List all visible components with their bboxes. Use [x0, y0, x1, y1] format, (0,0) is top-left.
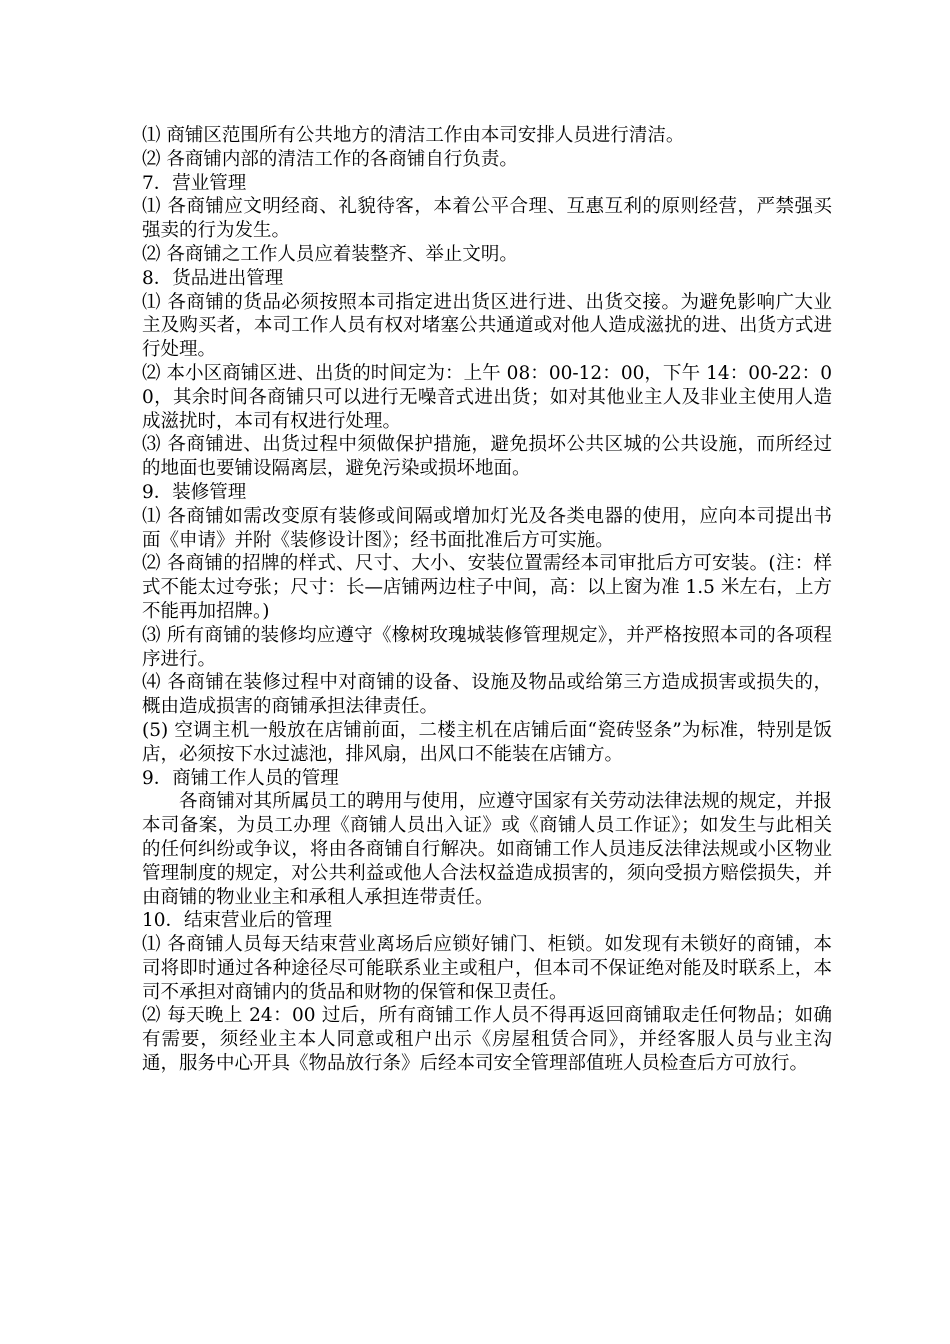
- renovation-item-2: ⑵ 各商铺的招牌的样式、尺寸、大小、安装位置需经本司审批后方可安装。(注：样式不能太过夸张；尺寸：长—店铺两边柱子中间，高：以上窗为准 1.5 米左右，上方不能再加招牌。): [142, 553, 832, 622]
- renovation-item-5: (5) 空调主机一般放在店铺前面，二楼主机在店铺后面“瓷砖竖条”为标准，特别是饭店，必须按下水过滤池，排风扇，出风口不能装在店铺方。: [142, 719, 832, 765]
- document-body: [142, 124, 832, 1076]
- renovation-item-3: ⑶ 所有商铺的装修均应遵守《橡树玫瑰城装修管理规定》，并严格按照本司的各项程序进行。: [142, 624, 832, 670]
- after-hours-item-1: ⑴ 各商铺人员每天结束营业离场后应锁好铺门、柜锁。如发现有未锁好的商铺，本司将即时通过各种途径尽可能联系业主或租户，但本司不保证绝对能及时联系上，本司不承担对商铺内的货品和财物的保管和保卫责任。: [142, 934, 832, 1003]
- renovation-item-1: ⑴ 各商铺如需改变原有装修或间隔或增加灯光及各类电器的使用，应向本司提出书面《申请》并附《装修设计图》；经书面批准后方可实施。: [142, 505, 832, 551]
- section-heading-goods: 8．货品进出管理: [142, 267, 284, 289]
- goods-item-3: ⑶ 各商铺进、出货过程中须做保护措施，避免损坏公共区城的公共设施，而所经过的地面也要铺设隔离层，避免污染或损坏地面。: [142, 434, 832, 480]
- business-item-2: ⑵ 各商铺之工作人员应着装整齐、举止文明。: [142, 243, 518, 265]
- goods-item-2: ⑵ 本小区商铺区进、出货的时间定为：上午 08：00-12：00，下午 14：00-22：00，其余时间各商铺只可以进行无噪音式进出货；如对其他业主人及非业主使用人造成滋扰时，本司有权进行处理。: [142, 362, 832, 432]
- section-heading-staff: 9．商铺工作人员的管理: [142, 767, 339, 789]
- after-hours-item-2: ⑵ 每天晚上 24：00 过后，所有商铺工作人员不得再返回商铺取走任何物品；如确有需要，须经业主本人同意或租户出示《房屋租赁合同》，并经客服人员与业主沟通，服务中心开具《物品放行条》后经本司安全管理部值班人员检查后方可放行。: [142, 1005, 832, 1075]
- section-heading-renovation: 9．装修管理: [142, 481, 247, 503]
- business-item-1: ⑴ 各商铺应文明经商、礼貌待客，本着公平合理、互惠互利的原则经营，严禁强买强卖的行为发生。: [142, 196, 832, 242]
- section-heading-business: 7．营业管理: [142, 172, 247, 194]
- goods-item-1: ⑴ 各商铺的货品必须按照本司指定进出货区进行进、出货交接。为避免影响广大业主及购买者，本司工作人员有权对堵塞公共通道或对他人造成滋扰的进、出货方式进行处理。: [142, 291, 832, 361]
- clean-item-2: ⑵ 各商铺内部的清洁工作的各商铺自行负责。: [142, 148, 518, 170]
- staff-paragraph: 各商铺对其所属员工的聘用与使用，应遵守国家有关劳动法律法规的规定，并报本司备案，为员工办理《商铺人员出入证》或《商铺人员工作证》；如发生与此相关的任何纠纷或争议，将由各商铺自行解决。如商铺工作人员违反法律法规或小区物业管理制度的规定，对公共利益或他人合法权益造成损害的，须向受损方赔偿损失，并由商铺的物业业主和承租人承担连带责任。: [142, 791, 832, 908]
- section-heading-after-hours: 10．结束营业后的管理: [142, 910, 333, 932]
- clean-item-1: ⑴ 商铺区范围所有公共地方的清洁工作由本司安排人员进行清洁。: [142, 125, 685, 146]
- renovation-item-4: ⑷ 各商铺在装修过程中对商铺的设备、设施及物品或给第三方造成损害或损失的，概由造成损害的商铺承担法律责任。: [142, 672, 832, 718]
